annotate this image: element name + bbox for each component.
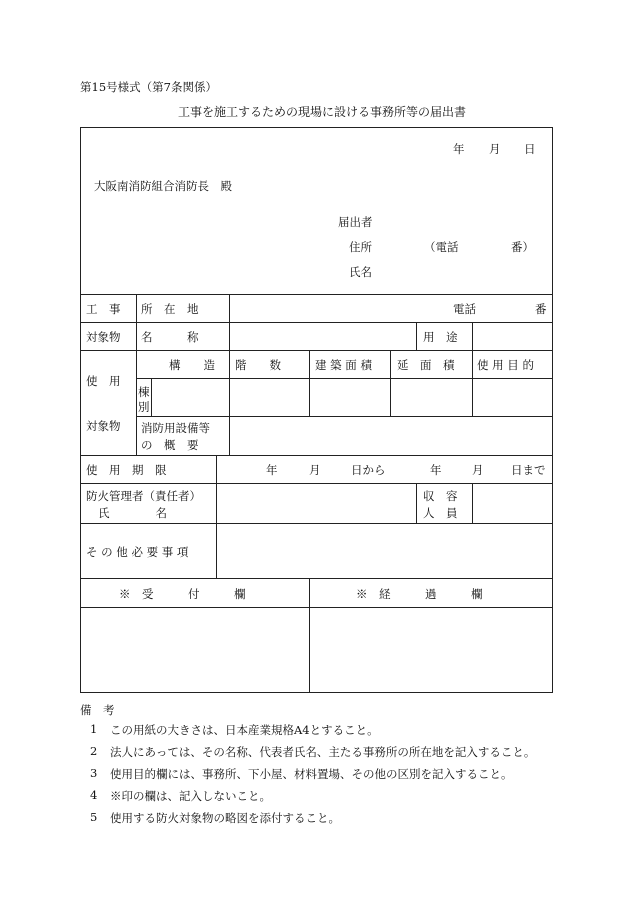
- capacity-label-2: 人 員: [423, 506, 458, 520]
- building-type-label-2: 別: [138, 400, 150, 414]
- location-label: 所 在 地: [141, 302, 199, 316]
- location-phone: 電話: [453, 302, 476, 316]
- period-to-month: 月: [472, 463, 484, 477]
- usage-object-label-1: 使 用: [86, 374, 121, 388]
- building-area-label: 建 築 面 積: [315, 358, 372, 372]
- date-month: 月: [489, 142, 501, 156]
- period-from-day: 日から: [351, 463, 386, 477]
- date-day: 日: [524, 142, 536, 156]
- applicant-phone: （電話: [424, 240, 459, 254]
- construction-label-1: 工 事: [86, 302, 121, 316]
- period-label: 使 用 期 限: [86, 463, 167, 477]
- date-year: 年: [453, 142, 465, 156]
- applicant-name: 氏名: [349, 265, 372, 279]
- period-from-month: 月: [309, 463, 321, 477]
- progress-label: ※ 経 過 欄: [356, 587, 483, 601]
- location-phone-ban: 番: [535, 302, 547, 316]
- form-number: 第15号様式（第7条関係）: [80, 80, 217, 94]
- addressee: 大阪南消防組合消防長 殿: [94, 179, 232, 193]
- fire-manager-label-1: 防火管理者（責任者）: [86, 489, 201, 503]
- use-label: 用 途: [423, 330, 458, 344]
- remark-text: 使用する防火対象物の略図を添付すること。: [110, 811, 340, 825]
- remark-text: ※印の欄は、記入しないこと。: [110, 789, 271, 803]
- remark-number: 1: [90, 722, 98, 736]
- other-label: そ の 他 必 要 事 項: [86, 545, 189, 559]
- applicant-phone-ban: 番）: [511, 240, 534, 254]
- form-title: 工事を施工するための現場に設ける事務所等の届出書: [178, 105, 467, 119]
- building-type-label-1: 棟: [138, 385, 150, 399]
- floor-area-label: 延 面 積: [397, 358, 455, 372]
- period-to-day: 日まで: [511, 463, 546, 477]
- construction-label-2: 対象物: [86, 330, 121, 344]
- purpose-label: 使 用 目 的: [477, 358, 534, 372]
- reception-label: ※ 受 付 欄: [119, 587, 246, 601]
- floors-label: 階 数: [235, 358, 281, 372]
- remark-number: 2: [90, 744, 98, 758]
- remark-text: 使用目的欄には、事務所、下小屋、材料置場、その他の区別を記入すること。: [110, 767, 513, 781]
- remarks-heading: 備 考: [80, 703, 115, 717]
- remark-number: 5: [90, 810, 98, 824]
- period-to-year: 年: [430, 463, 442, 477]
- remark-text: 法人にあっては、その名称、代表者氏名、主たる事務所の所在地を記入すること。: [110, 745, 536, 759]
- usage-object-label-2: 対象物: [86, 419, 121, 433]
- remark-number: 3: [90, 766, 98, 780]
- applicant-address: 住所: [349, 240, 372, 254]
- remark-text: この用紙の大きさは、日本産業規格A4とすること。: [110, 723, 379, 737]
- capacity-label-1: 収 容: [423, 489, 458, 503]
- fire-manager-label-2: 氏 名: [98, 506, 167, 520]
- applicant-label: 届出者: [338, 215, 373, 229]
- fire-equipment-label-2: の 概 要: [141, 438, 199, 452]
- name-label: 名 称: [141, 330, 199, 344]
- structure-label: 構 造: [169, 358, 215, 372]
- period-from-year: 年: [266, 463, 278, 477]
- remark-number: 4: [90, 788, 98, 802]
- fire-equipment-label-1: 消防用設備等: [141, 421, 210, 435]
